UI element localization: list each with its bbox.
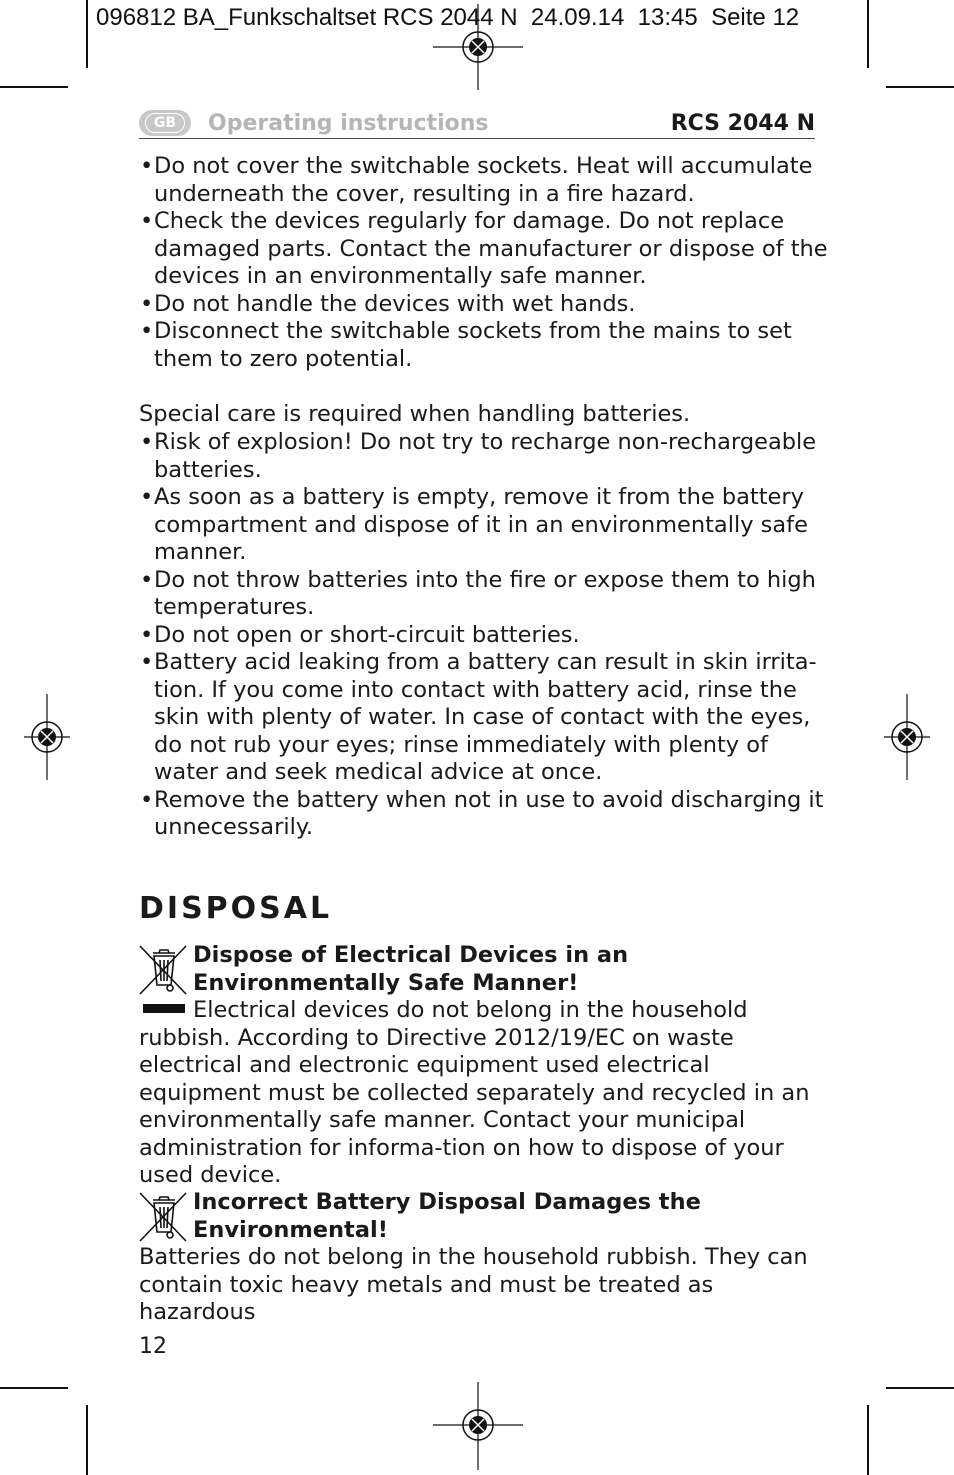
list-item: • Do not throw batteries into the fire or expose them to high temperatures. — [139, 567, 829, 622]
list-item: • Do not handle the devices with wet hands. — [139, 291, 829, 319]
registration-mark-icon — [884, 694, 930, 780]
safety-bullet-list — [139, 153, 829, 373]
list-item: • Do not open or short-circuit batteries. — [139, 622, 829, 650]
list-item: • Do not cover the switchable sockets. Heat will accumulate underneath the cover, resulting in a fire hazard. — [139, 153, 829, 208]
crop-mark-bottom-left-v — [86, 1405, 88, 1475]
crop-mark-top-left-h — [0, 86, 68, 88]
list-item: • Check the devices regularly for damage. Do not replace damaged parts. Contact the manufacturer or dispose of the devices in an environmentally safe manner. — [139, 208, 829, 291]
crop-mark-bottom-right-h — [886, 1387, 954, 1389]
registration-mark-icon — [433, 1382, 523, 1470]
page-number: 12 — [139, 1334, 167, 1359]
page-header — [139, 110, 815, 139]
crossed-out-wheelie-bin-icon — [139, 1192, 187, 1242]
devices-disposal-text-content: Electrical devices do not belong in the household rubbish. According to Directive 2012/19/EC on waste electrical and electronic equipment used electrical equipment must be collected separately and recycled in an environmentally safe manner. Contact your municipal administration for informa-tion on how to dispose of your used device. — [139, 997, 810, 1188]
battery-disposal-heading: Incorrect Battery Disposal Damages the Environmental! — [193, 1189, 701, 1243]
header-title: Operating instructions — [208, 111, 489, 136]
registration-mark-icon — [433, 4, 523, 90]
battery-intro: Special care is required when handling batteries. — [139, 401, 691, 427]
devices-disposal-text — [139, 997, 829, 1190]
section-title-disposal: DISPOSAL — [139, 891, 333, 926]
devices-disposal-heading: Dispose of Electrical Devices in an Environmentally Safe Manner! — [193, 942, 629, 996]
list-item: • As soon as a battery is empty, remove it from the battery compartment and dispose of it in an environmentally safe manner. — [139, 484, 829, 567]
list-item: • Disconnect the switchable sockets from the mains to set them to zero potential. — [139, 318, 829, 373]
list-item: • Risk of explosion! Do not try to recharge non-rechargeable batteries. — [139, 429, 829, 484]
print-slug: 096812 BA_Funkschaltset RCS 2044 N 24.09.14 13:45 Seite 12 — [96, 4, 800, 31]
battery-disposal-text: Batteries do not belong in the household rubbish. They can contain toxic heavy metals and must be treated as hazardous — [139, 1244, 808, 1325]
registration-mark-icon — [24, 694, 70, 780]
crop-mark-top-right-h — [886, 86, 954, 88]
crop-mark-bottom-right-v — [867, 1405, 869, 1475]
list-item: • Remove the battery when not in use to avoid discharging it unnecessarily. — [139, 787, 829, 842]
crop-mark-top-left-v — [86, 0, 88, 68]
crossed-out-wheelie-bin-icon — [139, 945, 187, 995]
crop-mark-bottom-left-h — [0, 1387, 68, 1389]
language-badge-label: GB — [145, 113, 185, 133]
header-model: RCS 2044 N — [670, 111, 815, 136]
language-badge — [139, 110, 191, 136]
list-item: • Battery acid leaking from a battery can result in skin irrita-tion. If you come into contact with battery acid, rinse the skin with plenty of water. In case of contact with the eyes, do not rub your eyes; rinse immediately with plenty of water and seek medical advice at once. — [139, 649, 829, 787]
crop-mark-top-right-v — [867, 0, 869, 68]
battery-bullet-list — [139, 429, 829, 842]
